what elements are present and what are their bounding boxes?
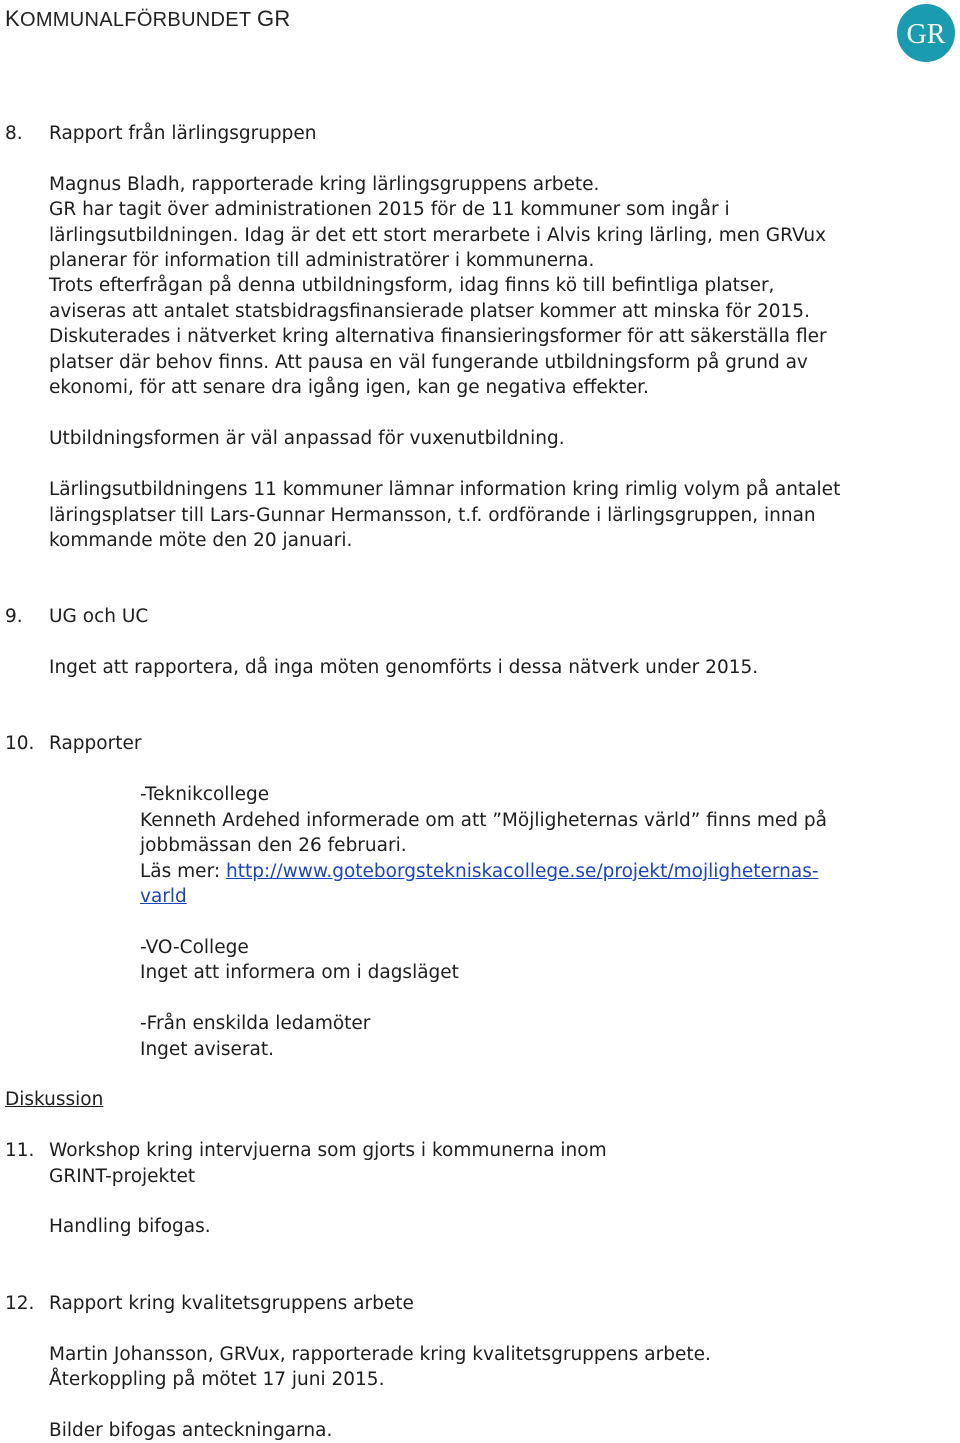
org-name-rest: OMMUNALFÖRBUNDET — [19, 9, 252, 31]
s8-line: Magnus Bladh, rapporterade kring lärlingsgruppens arbete. — [49, 174, 600, 195]
s8-line: planerar för information till administratörer i kommunerna. — [49, 250, 595, 271]
s8-line: GR har tagit över administrationen 2015 för de 11 kommuner som ingår i — [49, 199, 730, 220]
section-11-heading: Workshop kring intervjuerna som gjorts i kommunerna inom — [49, 1140, 607, 1161]
teknikcollege-line: jobbmässan den 26 februari. — [140, 835, 407, 856]
discussion-label: Diskussion — [5, 1089, 104, 1110]
s8-para3-line: Lärlingsutbildningens 11 kommuner lämnar information kring rimlig volym på antalet — [49, 479, 841, 500]
s8-line: Diskuterades i nätverket kring alternativa finansieringsformer för att säkerställa fler — [49, 326, 827, 347]
s8-line: aviseras att antalet statsbidragsfinansierade platser kommer att minska för 2015. — [49, 301, 810, 322]
s8-line: lärlingsutbildningen. Idag är det ett stort merarbete i Alvis kring lärling, men GRVux — [49, 225, 827, 246]
members-text: Inget aviserat. — [140, 1039, 274, 1060]
s8-para3-line: kommande möte den 20 januari. — [49, 530, 353, 551]
section-8-heading: Rapport från lärlingsgruppen — [49, 123, 317, 144]
section-12-number: 12. — [5, 1293, 35, 1314]
section-11-heading-cont: GRINT-projektet — [49, 1166, 196, 1187]
teknikcollege-link-part2[interactable]: varld — [140, 886, 187, 907]
organization-title — [5, 6, 291, 32]
section-12-text: Bilder bifogas anteckningarna. — [49, 1420, 333, 1441]
s8-line: Trots efterfrågan på denna utbildningsform, idag finns kö till befintliga platser, — [49, 275, 775, 296]
section-10-number: 10. — [5, 733, 35, 754]
vo-college-text: Inget att informera om i dagsläget — [140, 962, 459, 983]
section-9-number: 9. — [5, 606, 23, 627]
s8-line: platser där behov finns. Att pausa en väl fungerande utbildningsform på grund av — [49, 352, 808, 373]
s8-paragraph-2: Utbildningsformen är väl anpassad för vuxenutbildning. — [49, 428, 565, 449]
members-title: -Från enskilda ledamöter — [140, 1013, 371, 1034]
section-12-heading: Rapport kring kvalitetsgruppens arbete — [49, 1293, 414, 1314]
section-11-number: 11. — [5, 1140, 35, 1161]
teknikcollege-read-more — [140, 859, 819, 884]
teknikcollege-link[interactable]: http://www.goteborgstekniskacollege.se/projekt/mojligheternas- — [225, 861, 819, 882]
section-12-line: Martin Johansson, GRVux, rapporterade kring kvalitetsgruppens arbete. — [49, 1344, 711, 1365]
s8-para3-line: läringsplatser till Lars-Gunnar Hermansson, t.f. ordförande i lärlingsgruppen, innan — [49, 505, 816, 526]
org-abbrev: GR — [256, 6, 291, 31]
read-more-label: Läs mer: — [140, 861, 226, 882]
vo-college-title: -VO-College — [140, 937, 249, 958]
section-11-text: Handling bifogas. — [49, 1216, 211, 1237]
section-10-heading: Rapporter — [49, 733, 142, 754]
teknikcollege-link-cont — [140, 884, 187, 909]
s8-line: ekonomi, för att senare dra igång igen, kan ge negativa effekter. — [49, 377, 649, 398]
gr-logo-icon — [896, 3, 956, 63]
teknikcollege-line: Kenneth Ardehed informerade om att ”Möjligheternas värld” finns med på — [140, 810, 827, 831]
logo-text: GR — [906, 19, 946, 50]
teknikcollege-title: -Teknikcollege — [140, 784, 270, 805]
section-12-line: Återkoppling på mötet 17 juni 2015. — [49, 1369, 385, 1390]
section-9-text: Inget att rapportera, då inga möten genomförts i dessa nätverk under 2015. — [49, 657, 759, 678]
section-9-heading: UG och UC — [49, 606, 149, 627]
section-8-number: 8. — [5, 123, 23, 144]
org-initial: K — [5, 6, 20, 31]
